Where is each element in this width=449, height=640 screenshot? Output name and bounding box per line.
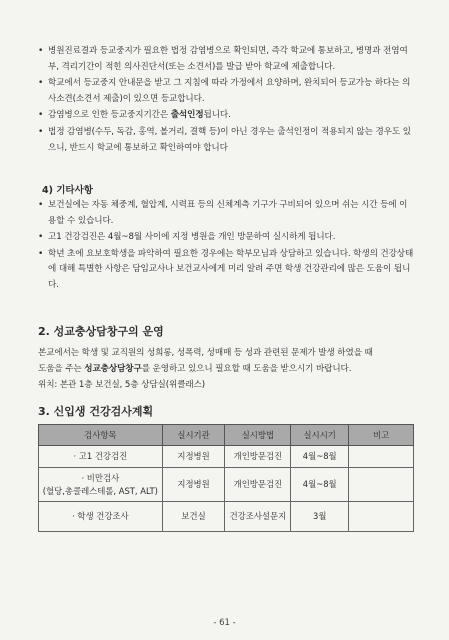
section-heading-other: 4) 기타사항	[42, 185, 93, 196]
list-item: • 학년 초에 요보호학생을 파악하여 필요한 경우에는 학부모님과 상담하고 있습니다. 학생의 건강상태에 대해 특별한 사항은 담임교사나 보건교사에게 미리 알려 주면 학생 건강관리에 많은 도움이 됩니다.	[38, 247, 414, 294]
column-header: 실시시기	[291, 425, 349, 446]
table-row	[39, 468, 414, 502]
section-heading-health-check: 3. 신입생 건강검사계획	[38, 405, 154, 418]
table-cell: 지정병원	[162, 468, 225, 502]
list-item	[38, 108, 414, 124]
section-heading-counseling: 2. 성교충상담창구의 운영	[38, 325, 164, 338]
list-item-text: 됩니다.	[203, 110, 231, 121]
table-cell: 건강조사설문지	[225, 502, 291, 532]
page-number: - 61 -	[213, 618, 236, 628]
list-item: • 고1 건강검진은 4월~8월 사이에 지정 병원을 개인 방문하여 실시하게 됩니다.	[38, 230, 414, 246]
list-item-text: 감염병으로 인한 등교중지기간은	[48, 110, 171, 121]
list-item: • 법정 감염병(수두, 독감, 홍역, 볼거리, 결핵 등)이 아닌 경우는 출석인정이 적용되지 않는 경우도 있으니, 반드시 학교에 통보하고 확인하여야 합니다	[38, 125, 414, 156]
location-line: 위치: 본관 1층 보건실, 5층 상담실(위클래스)	[38, 380, 206, 390]
infection-bullets	[38, 44, 414, 157]
table-cell: 개인방문검진	[225, 446, 291, 468]
table-cell	[39, 468, 163, 502]
counseling-paragraph	[38, 345, 416, 393]
table-row	[39, 446, 414, 468]
table-cell: 3월	[291, 502, 349, 532]
table-cell	[349, 468, 414, 502]
table-cell: 보건실	[162, 502, 225, 532]
table-cell: 4월~8월	[291, 446, 349, 468]
line-text: 를 운영하고 있으니 필요할 때 도움을 받으시기 바랍니다.	[141, 364, 352, 374]
health-check-table	[38, 424, 414, 532]
table-header-row	[39, 425, 414, 446]
paragraph-line	[38, 361, 416, 377]
table-row	[39, 502, 414, 532]
column-header: 실시기관	[162, 425, 225, 446]
column-header: 검사항목	[39, 425, 163, 446]
table-cell: 지정병원	[162, 446, 225, 468]
list-item: • 병원진료결과 등교중지가 필요한 법정 감염병으로 확인되면, 즉각 학교에 통보하고, 병명과 전염여부, 격리기간이 적힌 의사진단서(또는 소견서)를 발급 받아 학교에 제출합니다.	[38, 44, 414, 75]
table-cell: 개인방문검진	[225, 468, 291, 502]
line-text: 도움을 주는	[38, 364, 85, 374]
table-cell	[349, 502, 414, 532]
other-bullets	[38, 198, 414, 295]
table-cell	[349, 446, 414, 468]
bold-text: 출석인정	[170, 110, 204, 121]
table-cell: · 고1 건강검진	[39, 446, 163, 468]
list-item: • 학교에서 등교중지 안내문을 받고 그 지침에 따라 가정에서 요양하며, 완치되어 등교가능 하다는 의사소견(소견서 제출)이 있으면 등교합니다.	[38, 76, 414, 107]
table-cell: 4월~8월	[291, 468, 349, 502]
column-header: 비고	[349, 425, 414, 446]
paragraph-line: 본교에서는 학생 및 교직원의 성희롱, 성폭력, 성매매 등 성과 관련된 문제가 발생 하였을 때	[38, 348, 373, 358]
column-header: 실시방법	[225, 425, 291, 446]
cell-line: · 비만검사	[81, 472, 120, 483]
bold-text: 성교충상담창구	[84, 364, 142, 374]
cell-line: (혈당,총콜레스테롤, AST, ALT)	[42, 485, 158, 496]
table-cell: · 학생 건강조사	[39, 502, 163, 532]
list-item: • 보건실에는 자동 체중계, 혈압계, 시력표 등의 신체계측 기구가 구비되어 있으며 쉬는 시간 등에 이용할 수 있습니다.	[38, 198, 414, 229]
